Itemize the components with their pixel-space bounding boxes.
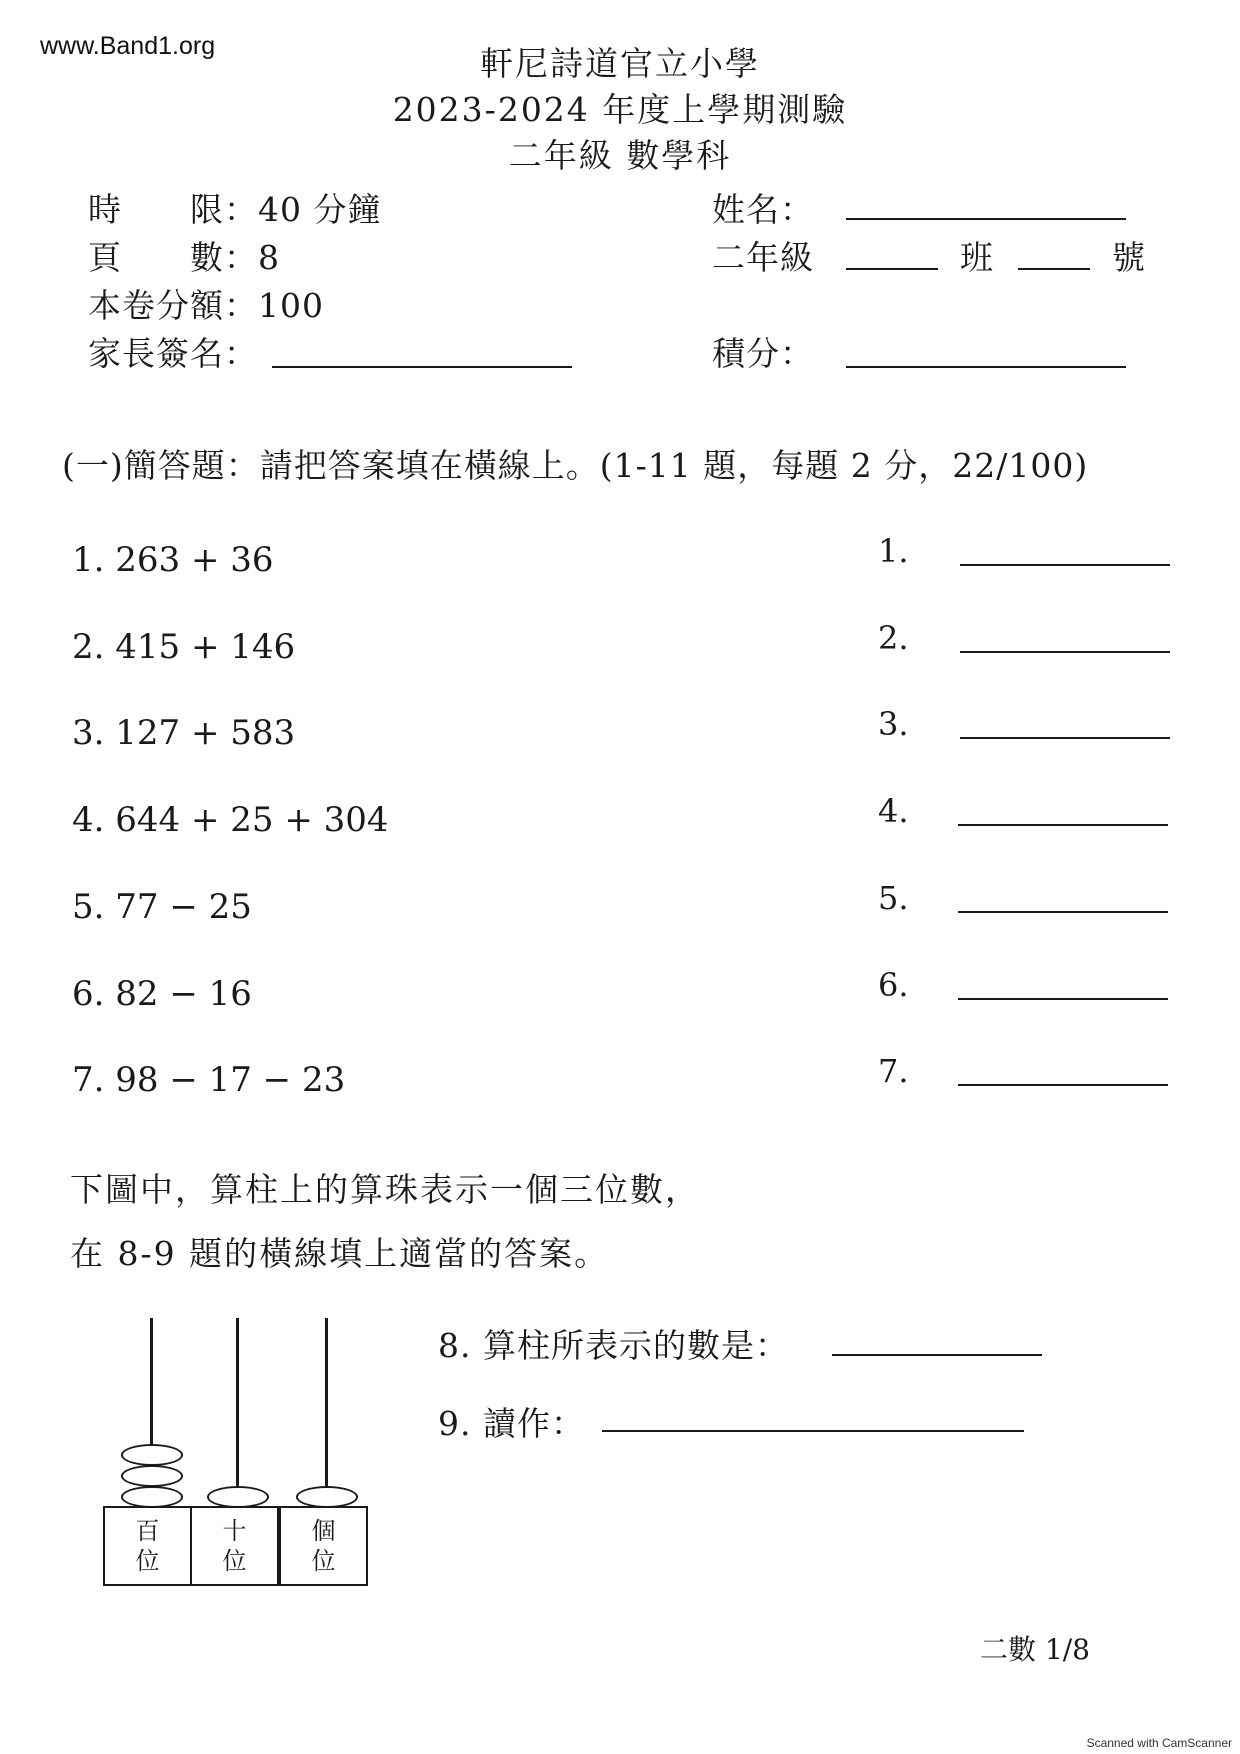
answer-line-7[interactable] (958, 1084, 1168, 1086)
answer-line-1[interactable] (960, 564, 1170, 566)
parent-signature-label: 家長簽名： (88, 334, 258, 373)
question-1: 1. 263 + 36 (72, 540, 274, 580)
answer-line-9[interactable] (602, 1430, 1024, 1432)
answer-line-4[interactable] (958, 824, 1168, 826)
watermark-url: www.Band1.org (40, 32, 216, 60)
abacus-intro-line-1: 下圖中，算柱上的算珠表示一個三位數， (70, 1170, 700, 1209)
name-label: 姓名： (712, 190, 814, 229)
student-number-line[interactable] (1018, 268, 1090, 270)
class-label: 班 (960, 238, 994, 277)
answer-line-3[interactable] (960, 737, 1170, 739)
abacus-label-tens: 十位 (190, 1506, 279, 1586)
abacus-bead (296, 1486, 358, 1508)
score-label: 積分： (712, 334, 814, 373)
answer-line-2[interactable] (960, 651, 1170, 653)
abacus-label-ones: 個位 (279, 1506, 368, 1586)
scanner-watermark: Scanned with CamScanner (1086, 1736, 1232, 1750)
abacus-bead (121, 1465, 183, 1487)
answer-number-7: 7. (878, 1052, 909, 1090)
total-marks: 本卷分額：100 (88, 286, 324, 325)
parent-signature-line[interactable] (272, 366, 572, 368)
answer-line-6[interactable] (958, 998, 1168, 1000)
class-line[interactable] (846, 268, 938, 270)
abacus-bead (121, 1486, 183, 1508)
abacus-rod-ones (325, 1318, 328, 1506)
abacus-rod-tens (236, 1318, 239, 1506)
answer-line-5[interactable] (958, 911, 1168, 913)
answer-number-5: 5. (878, 879, 909, 917)
abacus-label-hundreds: 百位 (103, 1506, 192, 1586)
page-footer: 二數 1/8 (980, 1633, 1090, 1666)
abacus-bead (121, 1444, 183, 1466)
answer-number-4: 4. (878, 792, 909, 830)
question-3: 3. 127 + 583 (72, 713, 296, 753)
school-name: 軒尼詩道官立小學 (480, 44, 760, 83)
score-line[interactable] (846, 366, 1126, 368)
grade-label: 二年級 (712, 238, 814, 277)
question-9: 9. 讀作： (438, 1404, 585, 1443)
question-8: 8. 算柱所表示的數是： (438, 1326, 789, 1365)
question-6: 6. 82 − 16 (72, 974, 252, 1014)
answer-line-8[interactable] (832, 1354, 1042, 1356)
answer-number-1: 1. (878, 532, 909, 570)
answer-number-3: 3. (878, 705, 909, 743)
page-count: 頁 數：8 (88, 238, 280, 277)
question-5: 5. 77 − 25 (72, 887, 252, 927)
term-title: 2023-2024 年度上學期測驗 (392, 90, 848, 129)
question-4: 4. 644 + 25 + 304 (72, 800, 389, 840)
subject-title: 二年級 數學科 (508, 136, 732, 175)
question-2: 2. 415 + 146 (72, 627, 296, 667)
name-line[interactable] (846, 218, 1126, 220)
question-7: 7. 98 − 17 − 23 (72, 1060, 346, 1100)
section-heading: (一)簡答題：請把答案填在橫線上。(1-11 題，每題 2 分，22/100) (62, 446, 1089, 485)
time-limit: 時 限：40 分鐘 (88, 190, 382, 229)
number-label: 號 (1112, 238, 1146, 277)
answer-number-2: 2. (878, 619, 909, 657)
abacus-bead (207, 1486, 269, 1508)
abacus-intro-line-2: 在 8-9 題的橫線填上適當的答案。 (70, 1234, 610, 1273)
answer-number-6: 6. (878, 966, 909, 1004)
